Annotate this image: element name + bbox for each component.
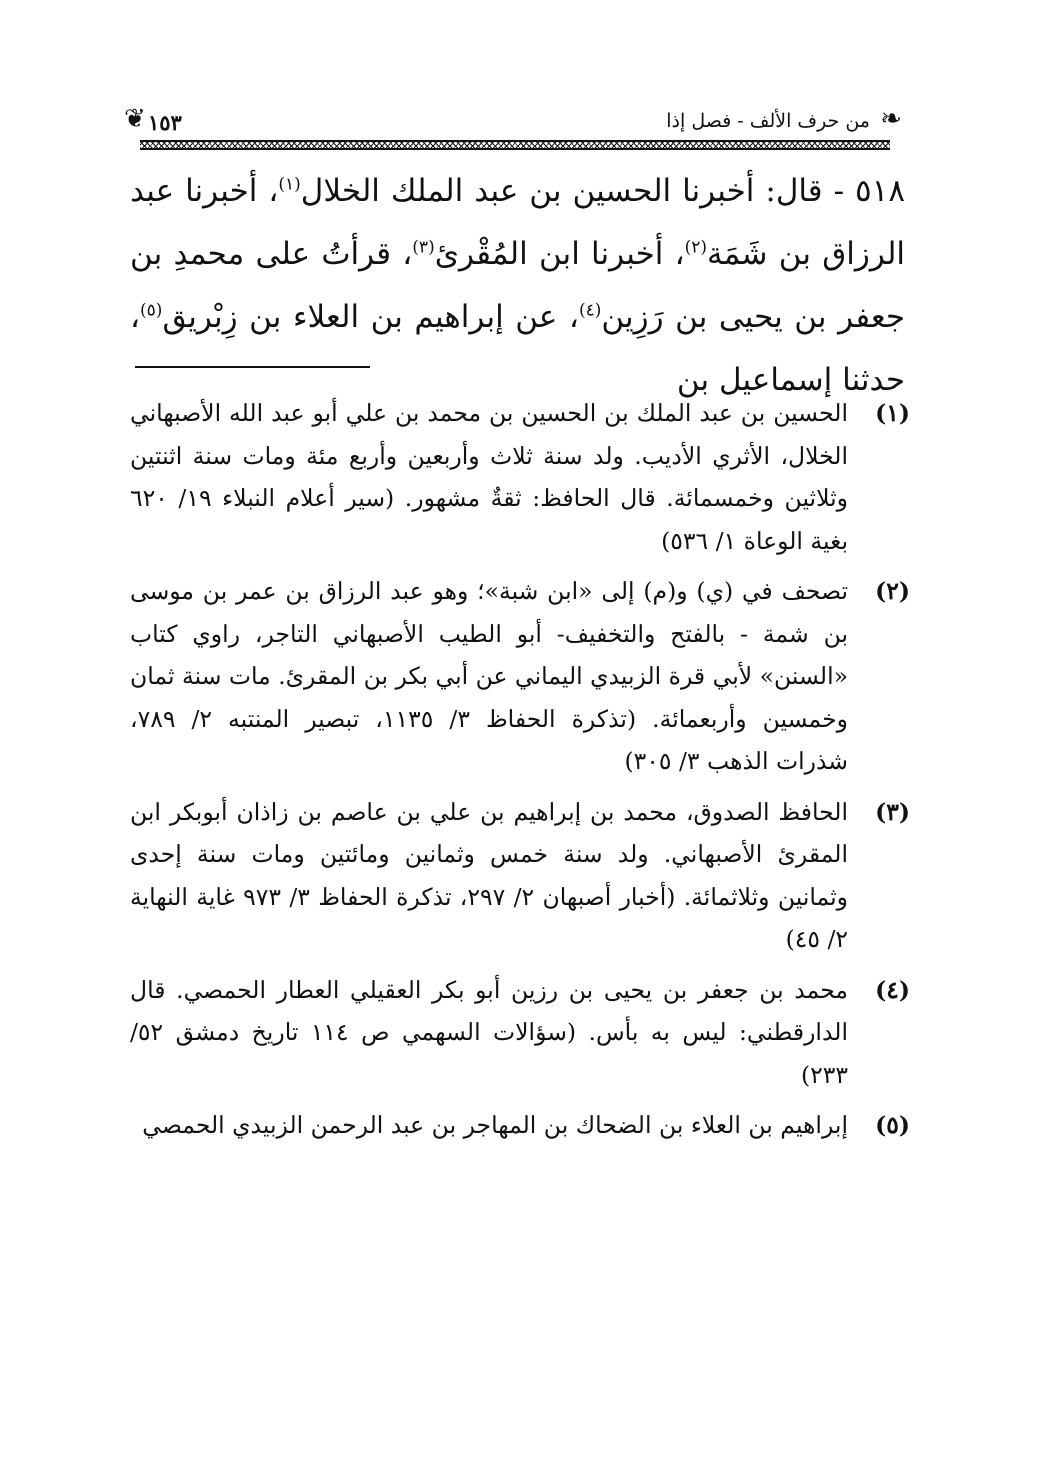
main-text-segment: ٥١٨ - قال: أخبرنا الحسين بن عبد الملك الخلال <box>300 173 905 209</box>
footnote-4 <box>130 969 910 1097</box>
footnote-1 <box>130 392 910 562</box>
footnote-ref[interactable]: (٤) <box>578 300 602 321</box>
footnote-number: (٤) <box>875 975 910 1004</box>
footnote-number: (٣) <box>875 797 910 826</box>
footnote-number: (١) <box>875 399 910 427</box>
ornament-icon: ❦ <box>124 104 146 134</box>
footnote-number: (٢) <box>875 577 910 605</box>
footnote-number: (٥) <box>875 1111 910 1139</box>
footnote-2 <box>130 570 910 783</box>
header-rule <box>140 140 890 150</box>
main-text-segment: ، أخبرنا عبد الرزاق بن شَمَة <box>130 173 905 272</box>
footnote-ref[interactable]: (٢) <box>684 237 707 258</box>
main-text-segment: ، قرأتُ على محمدِ بن جعفر بن يحيى بن رَزِين <box>130 236 905 335</box>
main-paragraph <box>130 160 905 412</box>
footnote-text: تصحف في (ي) و(م) إلى «ابن شبة»؛ وهو عبد الرزاق بن عمر بن موسى بن شمة - بالفتح والتخفيف- أبو الطيب الأصبهاني التاجر، راوي كتاب «السنن» لأبي قرة الزبيدي اليماني عن أبي بكر بن المقرئ. مات سنة ثمان وخمسين وأربعمائة. (تذكرة الحفاظ ٣/ ١١٣٥، تبصير المنتبه ٢/ ٧٨٩، شذرات الذهب ٣/ ٣٠٥) <box>129 577 848 775</box>
footnote-divider <box>135 366 370 368</box>
running-title: من حرف الألف - فصل إذا <box>666 110 870 132</box>
footnote-ref[interactable]: (٣) <box>412 237 435 258</box>
footnote-text: الحافظ الصدوق، محمد بن إبراهيم بن علي بن عاصم بن زاذان أبوبكر ابن المقرئ الأصبهاني. ولد سنة خمس وثمانين ومائتين ومات سنة إحدى وثمانين وثلاثمائة. (أخبار أصبهان ٢/ ٢٩٧، تذكرة الحفاظ ٣/ ٩٧٣ غاية النهاية ٢/ ٤٥) <box>130 797 848 953</box>
page-number: ١٥٣ <box>148 110 182 135</box>
footnote-text: محمد بن جعفر بن يحيى بن رزين أبو بكر العقيلي العطار الحمصي. قال الدارقطني: ليس به بأس. (سؤالات السهمي ص ١١٤ تاريخ دمشق ٥٢/ ٢٣٣) <box>130 975 848 1089</box>
footnote-ref[interactable]: (١) <box>278 174 301 195</box>
footnote-5 <box>130 1104 910 1147</box>
ornament-icon: ❧ <box>880 104 902 134</box>
main-text-segment: ، عن إبراهيم بن العلاء بن زِبْريق <box>162 299 579 335</box>
page-header <box>120 100 910 150</box>
main-text-segment: ، حدثنا إسماعيل بن <box>130 299 905 398</box>
footnote-text: الحسين بن عبد الملك بن الحسين بن محمد بن علي أبو عبد الله الأصبهاني الخلال، الأثري الأديب. ولد سنة ثلاث وأربعين وأربع مئة ومات سنة اثنتين وثلاثين وخمسمائة. قال الحافظ: ثقةٌ مشهور. (سير أعلام النبلاء ١٩/ ٦٢٠ بغية الوعاة ١/ ٥٣٦) <box>130 399 848 555</box>
footnotes <box>130 392 910 1155</box>
footnote-text: إبراهيم بن العلاء بن الضحاك بن المهاجر بن عبد الرحمن الزبيدي الحمصي <box>142 1111 848 1139</box>
footnote-ref[interactable]: (٥) <box>140 300 163 321</box>
footnote-3 <box>130 791 910 961</box>
main-text-segment: ، أخبرنا ابن المُقْرئ <box>434 236 685 272</box>
